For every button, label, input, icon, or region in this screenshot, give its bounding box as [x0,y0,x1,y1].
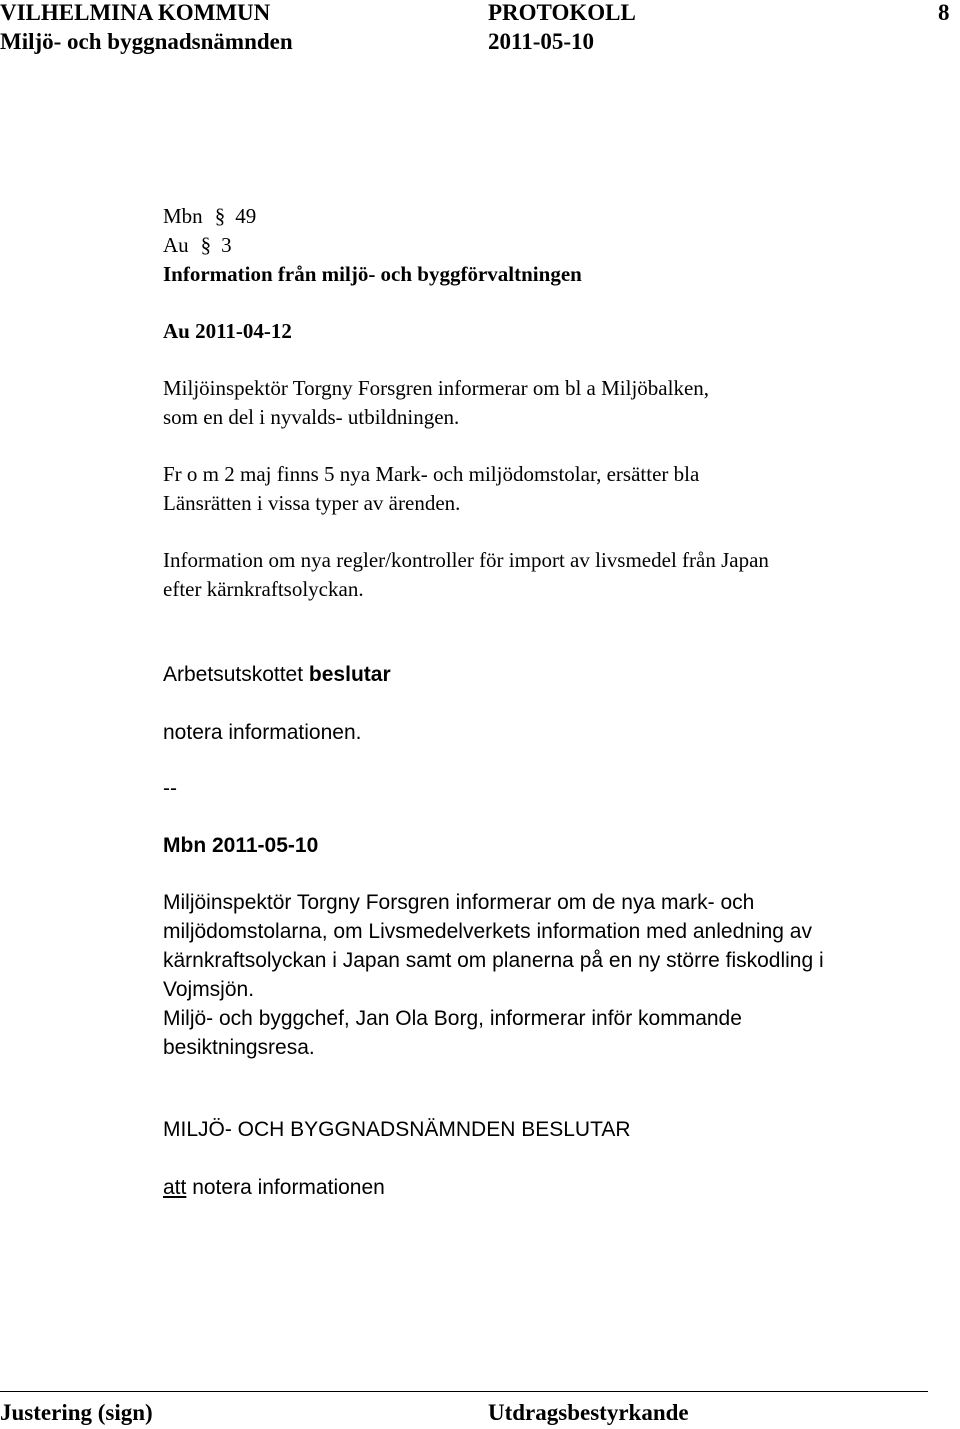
au-label: Au [163,233,189,257]
paragraph-line: Vojmsjön. [163,978,255,1001]
footer-divider [0,1391,928,1392]
board-decision-text [163,1173,385,1202]
au-decision-heading [163,660,391,689]
paragraph-line: som en del i nyvalds- utbildningen. [163,405,460,429]
mbn-paragraph [163,888,824,1062]
paragraph-line: Länsrätten i vissa typer av ärenden. [163,491,461,515]
paragraph-line: Miljöinspektör Torgny Forsgren informerar om bl a Miljöbalken, [163,376,710,400]
signature-label: Justering (sign) [0,1400,153,1425]
au-paragraph-1 [163,374,709,432]
au-decision-text: notera informationen. [163,721,362,744]
section-symbol: § [214,204,226,228]
extract-certification-label: Utdragsbestyrkande [488,1400,689,1425]
separator: -- [163,777,177,800]
decision-body: notera informationen [192,1176,385,1199]
committee-name: Miljö- och byggnadsnämnden [0,29,293,54]
paragraph-line: kärnkraftsolyckan i Japan samt om planerna på en ny större fiskodling i [163,949,824,972]
mbn-heading: Mbn 2011-05-10 [163,834,319,857]
section-symbol: § [200,233,212,257]
paragraph-line: efter kärnkraftsolyckan. [163,577,364,601]
paragraph-line: Fr o m 2 maj finns 5 nya Mark- och miljödomstolar, ersätter bla [163,462,700,486]
mbn-paragraph-ref [163,202,582,231]
paragraph-line: Miljö- och byggchef, Jan Ola Borg, informerar inför kommande [163,1007,742,1030]
meeting-date: 2011-05-10 [488,29,595,54]
au-paragraph-3 [163,546,769,604]
board-decision-heading: MILJÖ- OCH BYGGNADSNÄMNDEN BESLUTAR [163,1118,631,1141]
au-paragraph-2 [163,460,699,518]
decision-verb: beslutar [308,663,391,686]
section-title: Information från miljö- och byggförvaltningen [163,262,582,286]
att-keyword: att [163,1176,187,1199]
page-number: 8 [938,0,950,25]
paragraph-line: miljödomstolarna, om Livsmedelverkets information med anledning av [163,920,812,943]
municipality-name: VILHELMINA KOMMUN [0,0,271,25]
section-identifiers [163,202,582,289]
au-heading: Au 2011-04-12 [163,319,292,343]
au-number: 3 [221,233,232,257]
paragraph-line: Miljöinspektör Torgny Forsgren informerar om de nya mark- och [163,891,755,914]
paragraph-line: besiktningsresa. [163,1036,315,1059]
paragraph-line: Information om nya regler/kontroller för import av livsmedel från Japan [163,548,769,572]
mbn-number: 49 [235,204,257,228]
decision-body: Arbetsutskottet [163,663,304,686]
au-paragraph-ref [163,231,582,260]
mbn-label: Mbn [163,204,203,228]
document-type: PROTOKOLL [488,0,636,25]
